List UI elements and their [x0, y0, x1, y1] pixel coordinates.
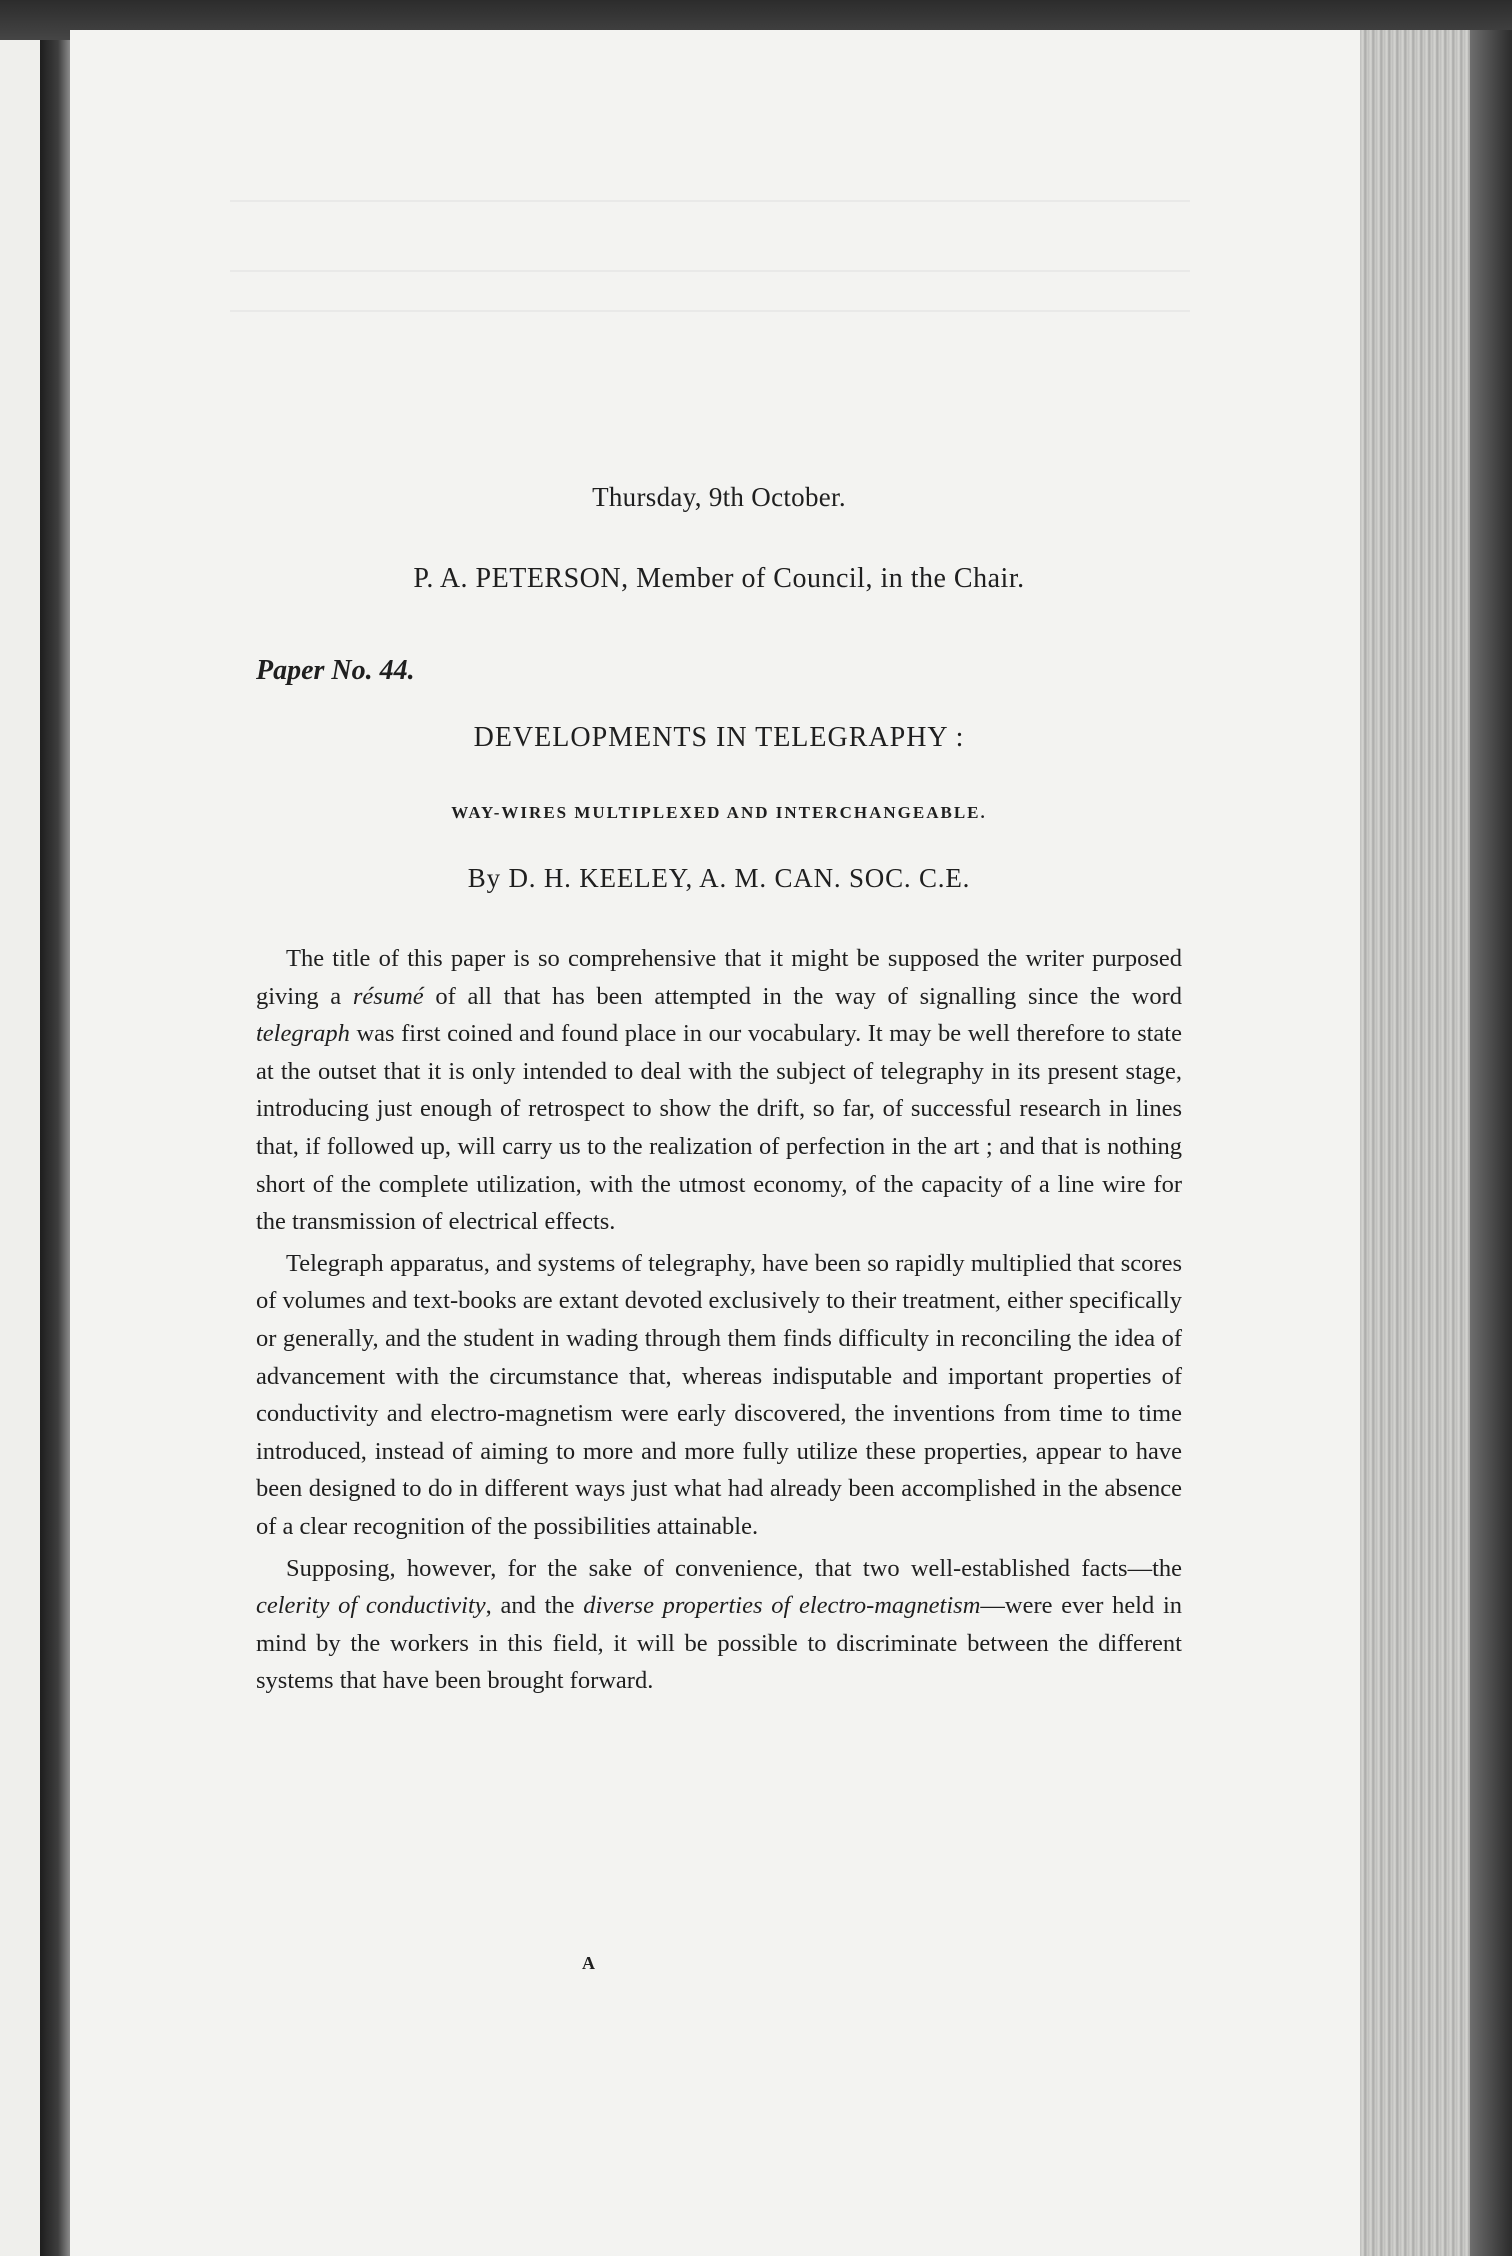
signature-mark: A	[582, 1953, 595, 1973]
previous-page-edge	[0, 40, 42, 2256]
meeting-date: Thursday, 9th October.	[592, 482, 846, 512]
text-run: was first coined and found place in our vocabulary. It may be well therefore to state at the outset that it is only intended to deal with the subject of telegraphy in its present stage, introducing just enough of retrospect to show the drift, so far, of successful research in lines that, if followed up, will carry us to the realization of perfection in the art ; and that is nothing short of the complete utilization, with the utmost economy, of the capacity of a line wire for the transmission of electrical effects.	[256, 1020, 1182, 1236]
text-run: The title of this paper is so comprehensive that it might be supposed the writer purposed giving a	[256, 945, 1182, 1010]
italic-term: résumé	[352, 982, 424, 1010]
book-gutter	[40, 40, 70, 2256]
paper-number: Paper No. 44.	[256, 655, 415, 686]
meeting-chair: P. A. PETERSON, Member of Council, in the Chair.	[413, 563, 1025, 594]
text-run: —were ever held in mind by the workers in this field, it will be possible to discriminate between the different systems that have been brought forward.	[256, 1592, 1183, 1695]
paragraph-2: Telegraph apparatus, and systems of telegraphy, have been so rapidly multiplied that scores of volumes and text-books are extant devoted exclusively to their treatment, either specifically or generally, and the student in wading through them finds difficulty in reconciling the idea of advancement with the circumstance that, whereas indisputable and important properties of conductivity and electro-magnetism were early discovered, the inventions from time to time introduced, instead of aiming to more and more fully utilize these properties, appear to have been designed to do in different ways just what had already been accomplished in the absence of a clear recognition of the possibilities attainable.	[256, 1249, 1182, 1540]
bleed-through-line	[230, 270, 1190, 272]
page-edges-stack	[1360, 30, 1470, 2256]
bleed-through-line	[230, 310, 1190, 312]
bleed-through-line	[230, 200, 1190, 202]
text-run: , and the	[485, 1592, 584, 1620]
paper-subtitle: WAY-WIRES MULTIPLEXED AND INTERCHANGEABLE.	[451, 803, 987, 822]
italic-term: telegraph	[256, 1020, 350, 1048]
paper-byline: By D. H. KEELEY, A. M. CAN. SOC. C.E.	[467, 863, 971, 893]
text-run: Supposing, however, for the sake of convenience, that two well-established facts—the	[286, 1554, 1182, 1582]
paper-title: DEVELOPMENTS IN TELEGRAPHY :	[473, 722, 965, 753]
book-cover-edge	[1470, 30, 1512, 2256]
paragraph-3	[256, 1550, 1182, 1700]
text-run: of all that has been attempted in the way of signalling since the word	[423, 982, 1182, 1010]
book-page	[70, 30, 1370, 2256]
paragraph-1	[256, 940, 1182, 1241]
italic-term: celerity of conductivity	[256, 1592, 486, 1620]
italic-term: diverse properties of electro-magnetism	[583, 1592, 981, 1620]
article-body	[256, 940, 1182, 1704]
